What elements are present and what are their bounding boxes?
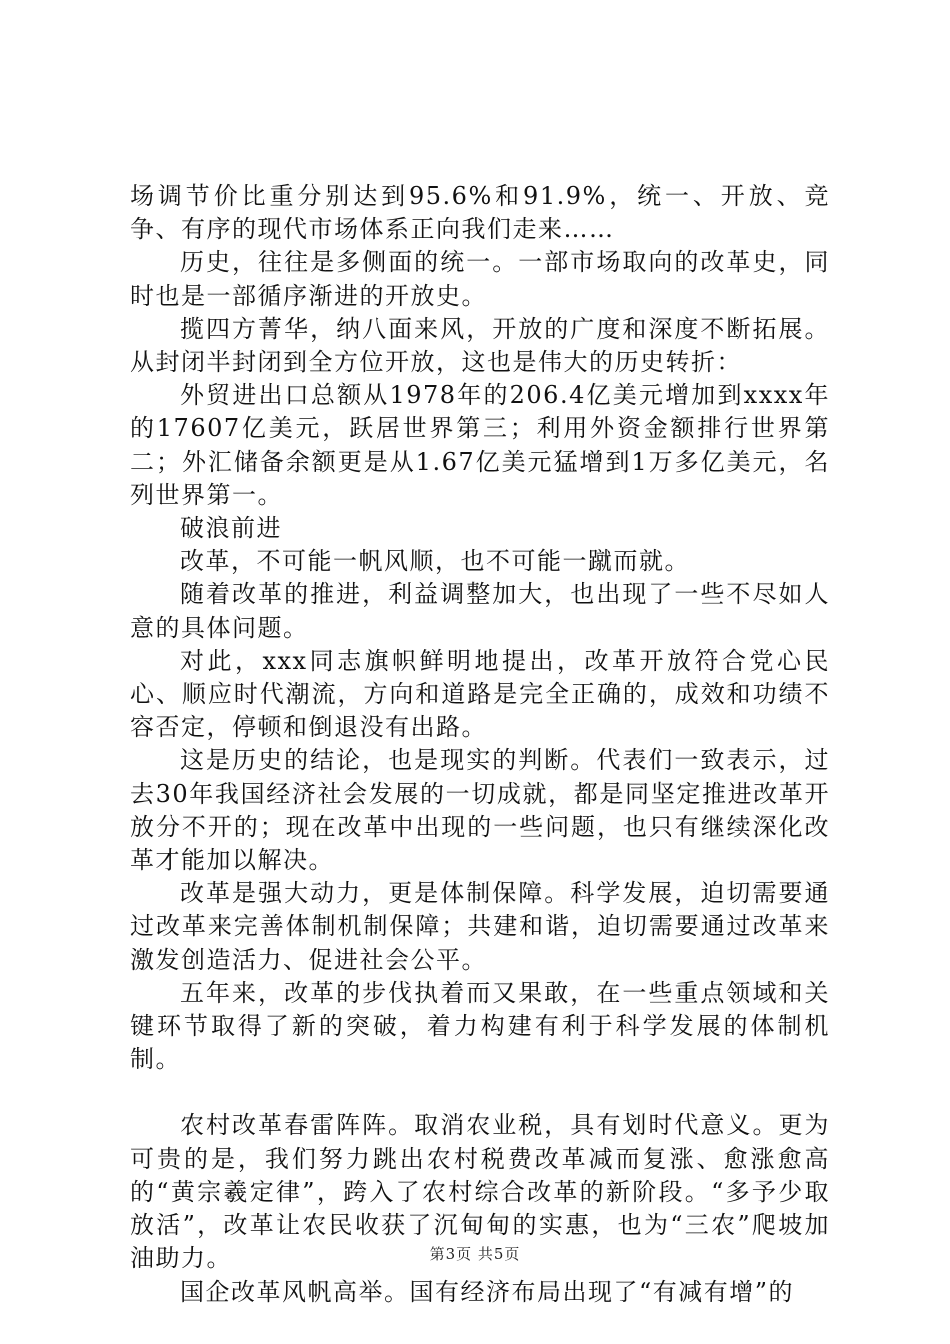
paragraph: 对此，xxx同志旗帜鲜明地提出，改革开放符合党心民心、顺应时代潮流，方向和道路是完全正确的，成效和功绩不容否定，停顿和倒退没有出路。 xyxy=(130,646,830,742)
section-heading: 破浪前进 xyxy=(180,514,282,543)
paragraph: 揽四方菁华，纳八面来风，开放的广度和深度不断拓展。从封闭半封闭到全方位开放，这也是伟大的历史转折： xyxy=(130,314,830,377)
document-body xyxy=(130,180,830,1309)
paragraph: 这是历史的结论，也是现实的判断。代表们一致表示，过去30年我国经济社会发展的一切成就，都是同坚定推进改革开放分不开的；现在改革中出现的一些问题，也只有继续深化改革才能加以解决。 xyxy=(130,746,830,875)
paragraph: 农村改革春雷阵阵。取消农业税，具有划时代意义。更为可贵的是，我们努力跳出农村税费改革减而复涨、愈涨愈高的“黄宗羲定律”，跨入了农村综合改革的新阶段。“多予少取放活”，改革让农民收获了沉甸甸的实惠，也为“三农”爬坡加油助力。 xyxy=(130,1111,830,1273)
paragraph: 改革是强大动力，更是体制保障。科学发展，迫切需要通过改革来完善体制机制保障；共建和谐，迫切需要通过改革来激发创造活力、促进社会公平。 xyxy=(130,879,830,974)
paragraph: 外贸进出口总额从1978年的206.4亿美元增加到xxxx年的17607亿美元，跃居世界第三；利用外资金额排行世界第二；外汇储备余额更是从1.67亿美元猛增到1万多亿美元，名列世界第一。 xyxy=(130,381,830,509)
paragraph-continued: 场调节价比重分别达到95.6%和91.9%，统一、开放、竞争、有序的现代市场体系正向我们走来…… xyxy=(130,182,830,244)
paragraph: 随着改革的推进，利益调整加大，也出现了一些不尽如人意的具体问题。 xyxy=(130,580,830,642)
paragraph: 五年来，改革的步伐执着而又果敢，在一些重点领域和关键环节取得了新的突破，着力构建有利于科学发展的体制机制。 xyxy=(130,978,830,1074)
paragraph: 改革，不可能一帆风顺，也不可能一蹴而就。 xyxy=(180,547,690,576)
paragraph: 历史，往往是多侧面的统一。一部市场取向的改革史，同时也是一部循序渐进的开放史。 xyxy=(130,248,830,310)
page-footer: 第3页 共5页 xyxy=(429,1245,521,1263)
paragraph: 国企改革风帆高举。国有经济布局出现了“有减有增”的 xyxy=(180,1277,795,1306)
